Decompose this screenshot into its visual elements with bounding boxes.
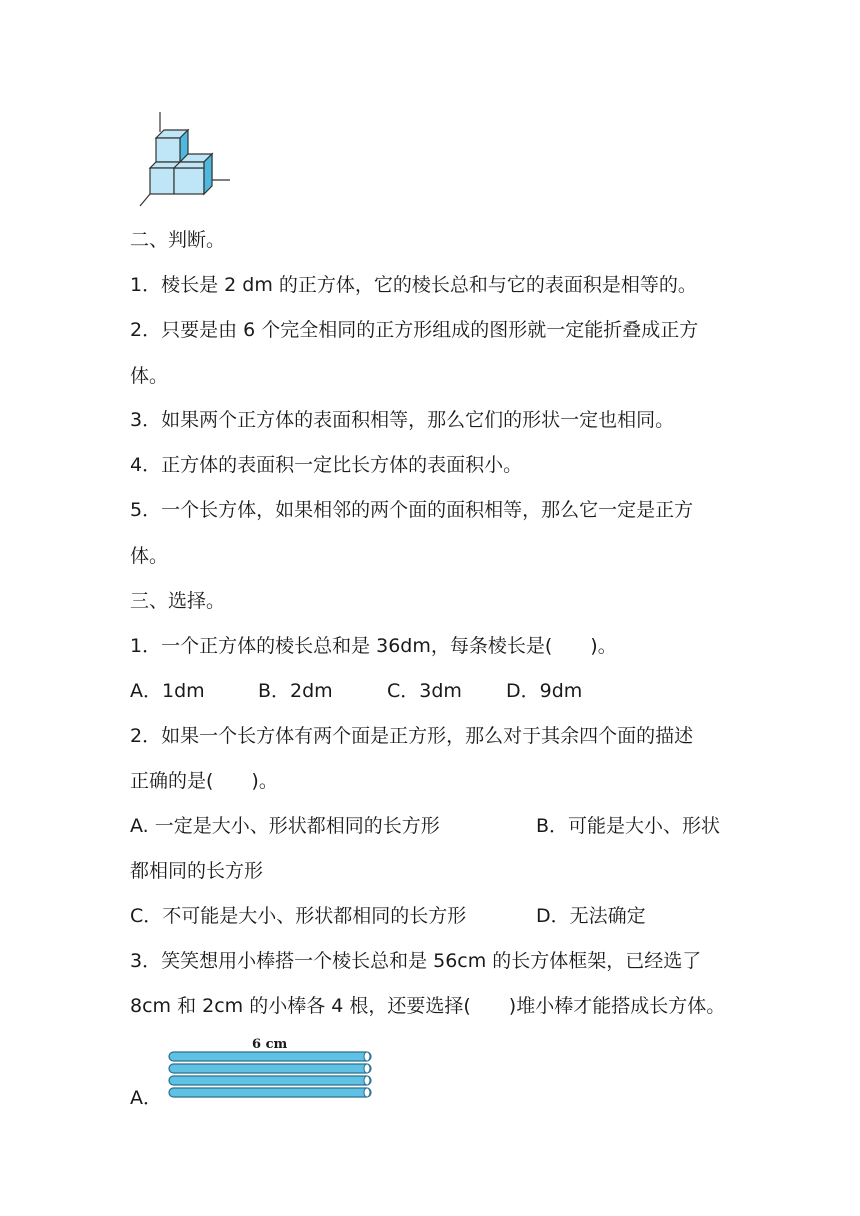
choice-q1-option-b: B．2dm [258, 680, 333, 702]
choice-q2-option-a: A. 一定是大小、形状都相同的长方形 [130, 815, 440, 837]
section3-heading: 三、选择。 [130, 590, 226, 612]
choice-q3-option-a-label: A． [130, 1087, 162, 1109]
judge-question-3: 3．如果两个正方体的表面积相等，那么它们的形状一定也相同。 [130, 409, 675, 431]
stick-bundle-figure [166, 1050, 374, 1104]
judge-question-5-line2: 体。 [130, 545, 169, 567]
judge-question-4: 4．正方体的表面积一定比长方体的表面积小。 [130, 454, 523, 476]
stick [169, 1064, 371, 1073]
stick [169, 1088, 371, 1097]
choice-q1-option-a: A．1dm [130, 680, 205, 702]
choice-question-1: 1．一个正方体的棱长总和是 36dm，每条棱长是( )。 [130, 635, 617, 657]
cube-stack-figure [138, 112, 234, 208]
choice-q2-option-d: D．无法确定 [536, 905, 646, 927]
choice-question-3-line2: 8cm 和 2cm 的小棒各 4 根，还要选择( )堆小棒才能搭成长方体。 [130, 995, 726, 1017]
stick-bundle-label: 6 cm [252, 1037, 288, 1052]
judge-question-1: 1．棱长是 2 dm 的正方体，它的棱长总和与它的表面积是相等的。 [130, 274, 697, 296]
choice-q1-option-c: C．3dm [387, 680, 462, 702]
choice-q1-option-d: D．9dm [506, 680, 583, 702]
choice-question-2-line2: 正确的是( )。 [130, 770, 278, 792]
choice-q2-option-c: C．不可能是大小、形状都相同的长方形 [130, 905, 467, 927]
stick [169, 1076, 371, 1085]
stick [169, 1052, 371, 1061]
choice-question-2-line1: 2．如果一个长方体有两个面是正方形，那么对于其余四个面的描述 [130, 725, 694, 747]
judge-question-2-line2: 体。 [130, 365, 169, 387]
judge-question-2-line1: 2．只要是由 6 个完全相同的正方形组成的图形就一定能折叠成正方 [130, 319, 699, 341]
choice-q2-option-b-line2: 都相同的长方形 [130, 860, 264, 882]
choice-q2-option-b-line1: B．可能是大小、形状 [536, 815, 721, 837]
section2-heading: 二、判断。 [130, 229, 226, 251]
judge-question-5-line1: 5．一个长方体，如果相邻的两个面的面积相等，那么它一定是正方 [130, 499, 694, 521]
choice-question-3-line1: 3．笑笑想用小棒搭一个棱长总和是 56cm 的长方体框架，已经选了 [130, 950, 702, 972]
